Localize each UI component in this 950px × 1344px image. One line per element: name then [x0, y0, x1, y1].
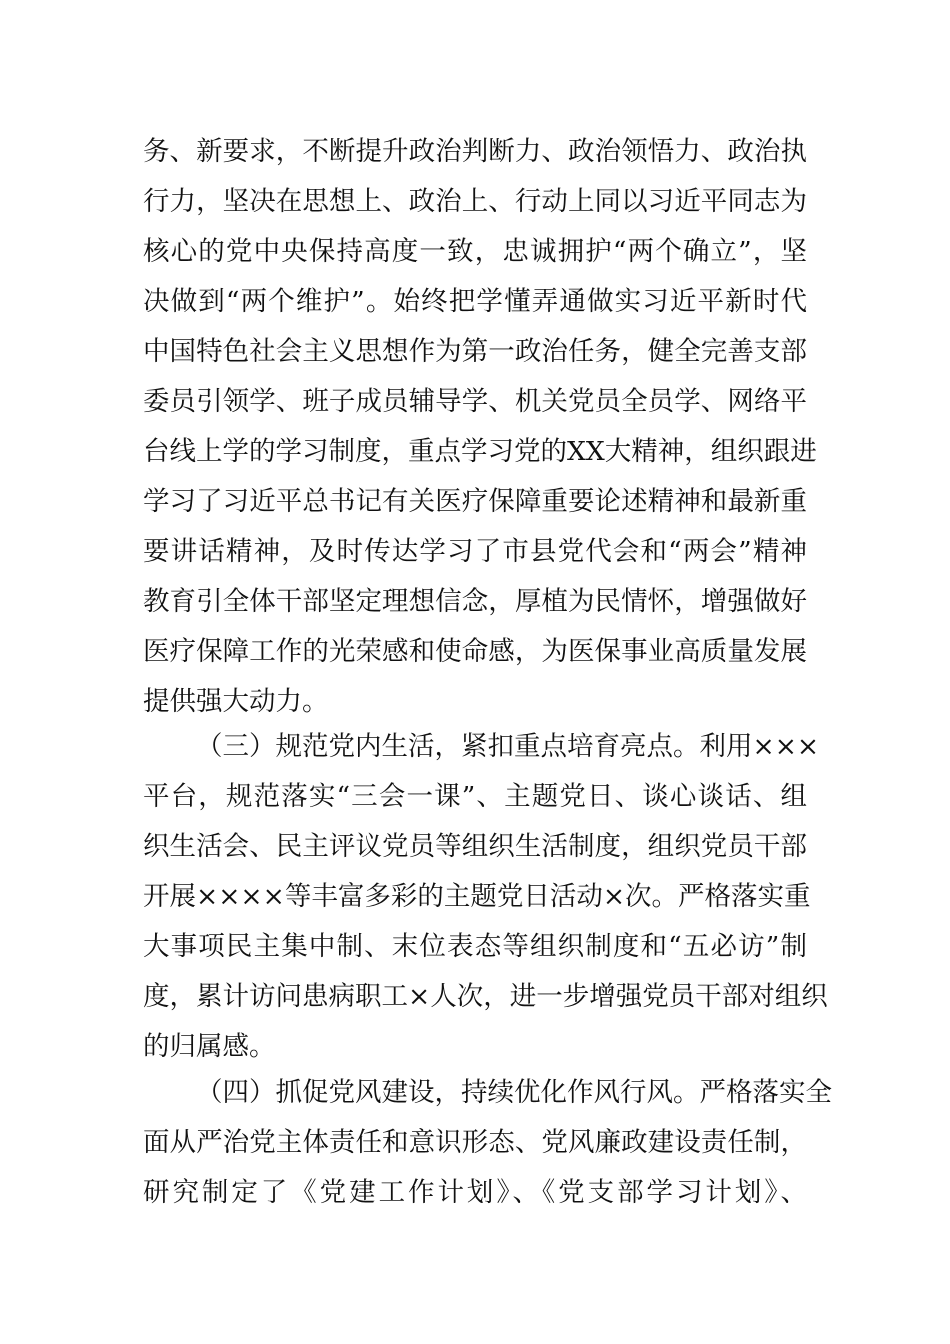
- text-line: 学习了习近平总书记有关医疗保障重要论述精神和最新重: [143, 486, 807, 517]
- text-line: 的归属感。: [143, 1031, 276, 1062]
- text-line: 开展××××等丰富多彩的主题党日活动×次。严格落实重: [143, 881, 811, 912]
- text-line: 提供强大动力。: [143, 686, 329, 717]
- text-line: 委员引领学、班子成员辅导学、机关党员全员学、网络平: [143, 386, 807, 417]
- text-line: 核心的党中央保持高度一致，忠诚拥护“两个确立”，坚: [143, 236, 807, 267]
- text-line: 中国特色社会主义思想作为第一政治任务，健全完善支部: [143, 336, 807, 367]
- paragraph-study-system: [143, 127, 817, 727]
- text-line: 面从严治党主体责任和意识形态、党风廉政建设责任制，: [143, 1127, 807, 1158]
- text-line: 台线上学的学习制度，重点学习党的XX大精神，组织跟进: [143, 436, 817, 467]
- text-line: 教育引全体干部坚定理想信念，厚植为民情怀，增强做好: [143, 586, 807, 617]
- text-line: 决做到“两个维护”。始终把学懂弄通做实习近平新时代: [143, 286, 807, 317]
- text-line: 织生活会、民主评议党员等组织生活制度，组织党员干部: [143, 831, 807, 862]
- section-heading-line: （三）规范党内生活，紧扣重点培育亮点。利用×××: [196, 731, 820, 762]
- text-line: 平台，规范落实“三会一课”、主题党日、谈心谈话、组: [143, 781, 807, 812]
- text-line: 要讲话精神，及时传达学习了市县党代会和“两会”精神: [143, 536, 807, 567]
- text-line: 度，累计访问患病职工×人次，进一步增强党员干部对组织: [143, 981, 828, 1012]
- text-line: 研究制定了《党建工作计划》、《党支部学习计划》、: [143, 1177, 807, 1208]
- section-heading-line: （四）抓促党风建设，持续优化作风行风。严格落实全: [196, 1077, 832, 1108]
- text-line: 行力，坚决在思想上、政治上、行动上同以习近平同志为: [143, 186, 807, 217]
- text-line: 务、新要求，不断提升政治判断力、政治领悟力、政治执: [143, 136, 807, 167]
- text-line: 医疗保障工作的光荣感和使命感，为医保事业高质量发展: [143, 636, 807, 667]
- paragraph-party-style: [143, 1068, 832, 1218]
- paragraph-party-life: [143, 722, 828, 1072]
- text-line: 大事项民主集中制、末位表态等组织制度和“五必访”制: [143, 931, 807, 962]
